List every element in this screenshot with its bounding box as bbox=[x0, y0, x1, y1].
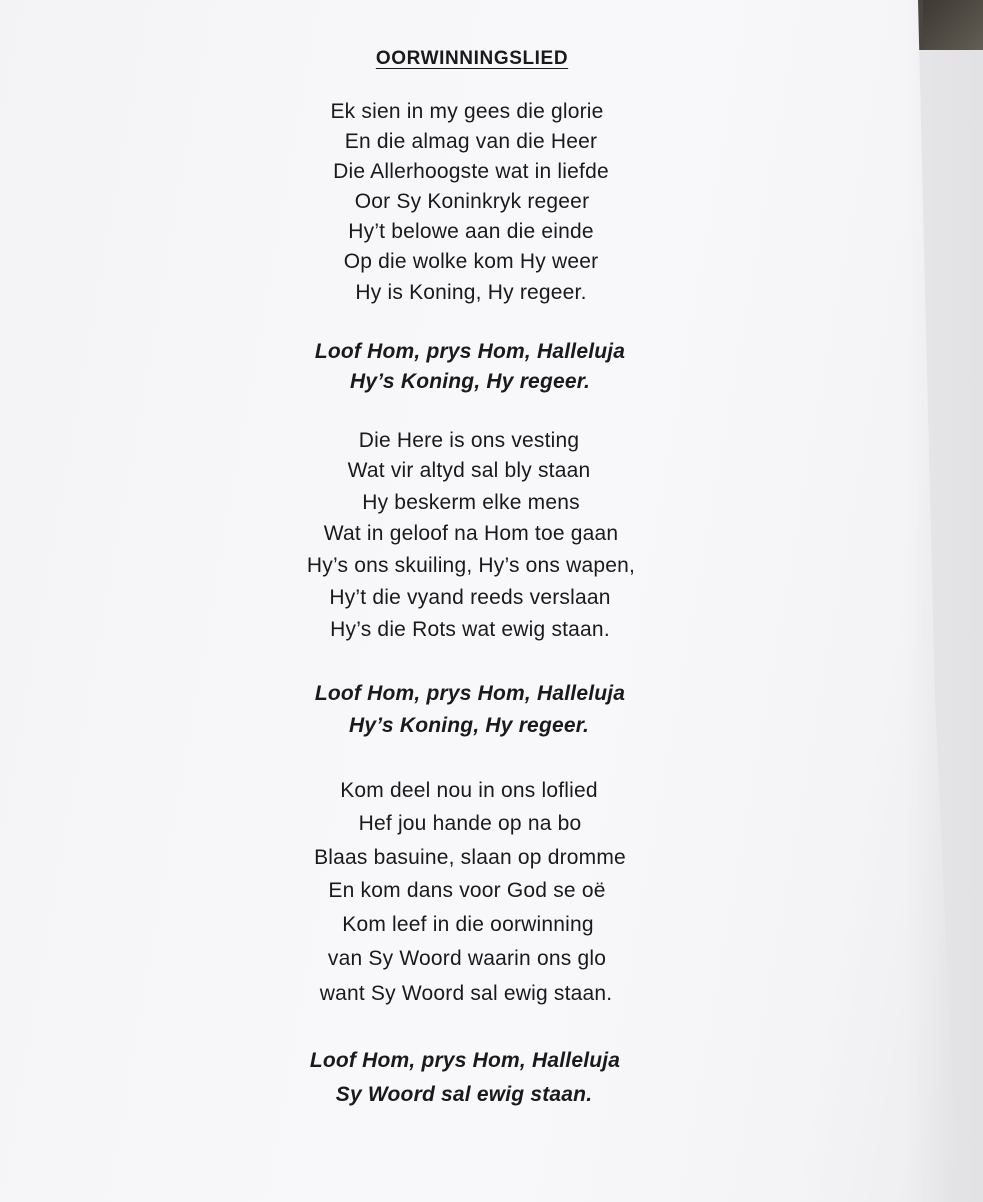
chorus1-line: Hy’s Koning, Hy regeer. bbox=[350, 370, 590, 393]
verse1-line: Op die wolke kom Hy weer bbox=[343, 250, 599, 273]
chorus1-line: Loof Hom, prys Hom, Halleluja bbox=[314, 340, 626, 363]
verse2-line: Wat vir altyd sal bly staan bbox=[347, 459, 591, 482]
verse2-line: Wat in geloof na Hom toe gaan bbox=[323, 522, 619, 545]
verse1-line: Hy is Koning, Hy regeer. bbox=[355, 281, 587, 304]
verse3-line: want Sy Woord sal ewig staan. bbox=[319, 982, 613, 1005]
verse2-line: Hy’t die vyand reeds verslaan bbox=[329, 586, 611, 609]
verse2-line: Hy’s ons skuiling, Hy’s ons wapen, bbox=[306, 554, 636, 577]
verse2-line: Die Here is ons vesting bbox=[358, 429, 580, 452]
verse3-line: Blaas basuine, slaan op dromme bbox=[314, 846, 626, 869]
verse1-line: Oor Sy Koninkryk regeer bbox=[354, 190, 590, 213]
verse3-line: Hef jou hande op na bo bbox=[358, 812, 582, 835]
chorus2-line: Hy’s Koning, Hy regeer. bbox=[349, 714, 589, 737]
chorus3-line: Sy Woord sal ewig staan. bbox=[335, 1083, 593, 1106]
verse3-line: van Sy Woord waarin ons glo bbox=[327, 947, 607, 970]
chorus3-line: Loof Hom, prys Hom, Halleluja bbox=[309, 1049, 621, 1072]
verse3-line: Kom deel nou in ons loflied bbox=[340, 779, 598, 802]
verse1-line: Die Allerhoogste wat in liefde bbox=[333, 160, 609, 183]
verse2-line: Hy beskerm elke mens bbox=[362, 491, 580, 514]
verse3-line: En kom dans voor God se oë bbox=[328, 879, 606, 902]
verse2-line: Hy’s die Rots wat ewig staan. bbox=[330, 618, 610, 641]
verse1-line: Ek sien in my gees die glorie bbox=[330, 100, 604, 123]
song-title: OORWINNINGSLIED bbox=[375, 48, 569, 69]
verse3-line: Kom leef in die oorwinning bbox=[342, 913, 594, 936]
verse1-line: En die almag van die Heer bbox=[344, 130, 598, 153]
chorus2-line: Loof Hom, prys Hom, Halleluja bbox=[314, 682, 626, 705]
verse1-line: Hy’t belowe aan die einde bbox=[348, 220, 594, 243]
